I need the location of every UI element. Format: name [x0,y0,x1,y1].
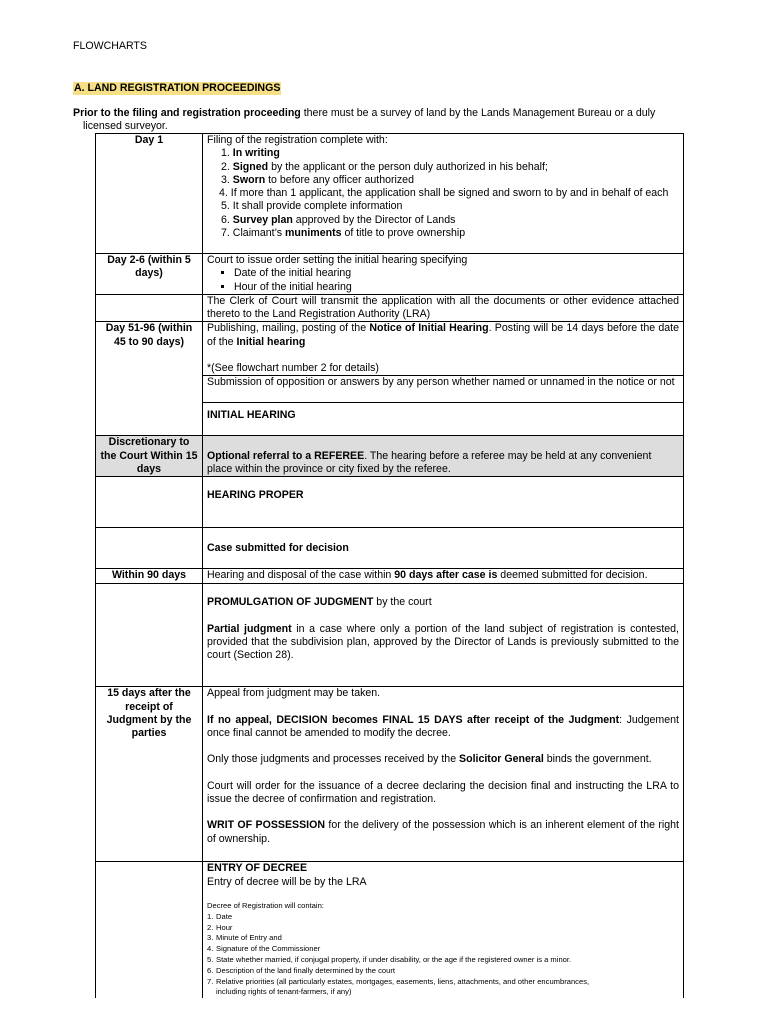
filing-intro: Filing of the registration complete with: [207,134,388,146]
row-discretionary [96,436,684,477]
case-submitted-label: Case submitted for decision [203,528,684,569]
list-item: 7. Claimant’s muniments of title to prove ownership [221,227,466,240]
flowchart-table [95,133,684,998]
row-label-empty [96,862,203,999]
solicitor-general-text: Only those judgments and processes received by the Solicitor General binds the government. [207,753,652,766]
list-item: ▪ Hour of the initial hearing [234,281,679,294]
decree-contents-list [207,912,679,998]
intro-text: there must be a survey of land by the Lands Management Bureau or a duly [300,107,656,119]
row-label: Day 2-6 (within 5 days) [96,254,203,295]
row-label: Within 90 days [96,569,203,584]
row-day51-96 [96,322,684,376]
opposition-text: Submission of opposition or answers by any person whether named or unnamed in the notice or not [203,376,684,403]
list-item: 2. Signed by the applicant or the person duly authorized in his behalf; [221,160,548,173]
row-label-empty [96,294,203,322]
row-label: Day 1 [96,134,203,254]
row-promulgation [96,584,684,687]
list-item: 4. If more than 1 applicant, the application shall be signed and sworn to by and in behalf of each [219,187,669,200]
row-content [203,134,684,254]
court-order-decree-text: Court will order for the issuance of a decree declaring the decision final and instructing the LRA to issue the decree of confirmation and registration. [207,779,679,805]
intro-paragraph [73,107,693,134]
clerk-text: The Clerk of Court will transmit the application with all the documents or other evidence attached thereto to the Land Registration Authority (LRA) [203,294,684,322]
row-clerk [96,294,684,322]
document-heading: FLOWCHARTS [73,40,147,52]
flowchart-note: *(See flowchart number 2 for details) [207,362,379,375]
list-item: 6. Survey plan approved by the Director of Lands [221,213,456,226]
promulgation-text: PROMULGATION OF JUDGMENT by the court [207,596,432,609]
filing-requirements-list [207,147,679,240]
final-decision-text: If no appeal, DECISION becomes FINAL 15 DAYS after receipt of the Judgment: Judgement once final cannot be amended to modify the decree. [207,713,679,740]
hearing-proper-label: HEARING PROPER [203,477,684,528]
list-item: 3. Sworn to before any officer authorized [221,173,414,186]
row-within-90-days [96,569,684,584]
court-order-text: Court to issue order setting the initial hearing specifying [207,254,468,266]
row-content [203,687,684,862]
row-content [203,254,684,295]
intro-line2: licensed surveyor. [83,120,168,133]
row-case-submitted [96,528,684,569]
list-item: 6. Description of the land finally determined by the court [207,965,395,975]
row-content: Publishing, mailing, posting of the Notice of Initial Hearing. Posting will be 14 days before the date of the Initial hearing *(See flowchart number 2 for details) [203,322,684,376]
list-item: 2. Hour [207,922,233,932]
list-item: ▪ Date of the initial hearing [234,267,679,280]
writ-of-possession-text: WRIT OF POSSESSION for the delivery of the possession which is an inherent element of the right of ownership. [207,819,679,845]
row-label-empty [96,584,203,687]
list-item: 1. Date [207,911,233,921]
row-label: Day 51-96 (within 45 to 90 days) [96,322,203,436]
row-content: Optional referral to a REFEREE. The hearing before a referee may be held at any convenient place within the province or city fixed by the referee. [203,436,684,477]
row-label: Discretionary to the Court Within 15 days [96,436,203,477]
appeal-text: Appeal from judgment may be taken. [207,687,381,700]
row-content [203,862,684,999]
section-title: A. LAND REGISTRATION PROCEEDINGS [74,82,281,94]
list-item: 5. It shall provide complete information [221,200,403,213]
row-entry-of-decree [96,862,684,999]
entry-of-decree-text: Entry of decree will be by the LRA [207,875,367,888]
row-label: 15 days after the receipt of Judgment by the parties [96,687,203,862]
list-item: 4. Signature of the Commissioner [207,944,321,954]
row-content: Hearing and disposal of the case within 90 days after case is deemed submitted for decision. [203,569,684,584]
list-item: 5. State whether married, if conjugal property, if under disability, or the age if the registered owner is a minor. [207,955,572,965]
list-item-continuation: including rights of tenant-farmers, if any) [216,987,352,997]
initial-hearing-label: INITIAL HEARING [203,403,684,436]
list-item: 3. Minute of Entry and [207,933,282,943]
hearing-details-list [207,267,679,294]
row-day1 [96,134,684,254]
entry-of-decree-title: ENTRY OF DECREE [207,862,308,875]
intro-bold: Prior to the filing and registration proceeding [73,107,301,119]
list-item: 1. In writing [221,147,280,160]
row-day2-6 [96,254,684,295]
row-content [203,584,684,687]
decree-contents-title: Decree of Registration will contain: [207,901,324,911]
row-label-empty [96,477,203,528]
row-hearing-proper [96,477,684,528]
row-label-empty [96,528,203,569]
list-item: 7. Relative priorities (all particularly estates, mortgages, easements, liens, attachments, and other encumbrances, including rights of tenant-farmers, if any) [207,977,679,999]
row-appeal [96,687,684,862]
partial-judgment-text: Partial judgment in a case where only a portion of the land subject of registration is contested, provided that the subdivision plan, approved by the Director of Lands is previously submitted to the court (Section 28). [207,622,680,662]
